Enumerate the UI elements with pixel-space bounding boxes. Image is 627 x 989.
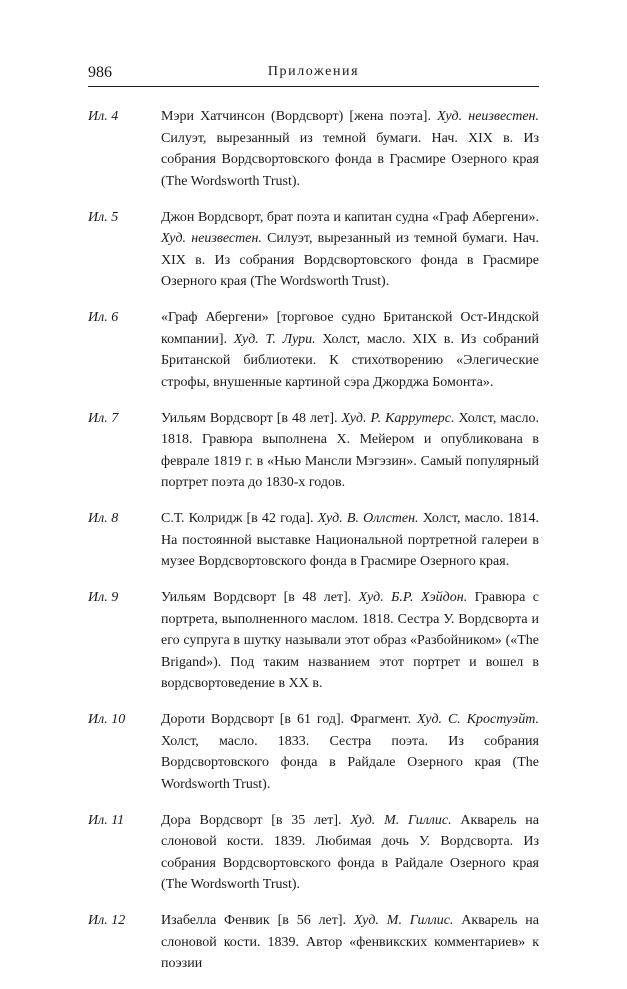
illustration-label: Ил. 6 [88,310,119,325]
illustration-label: Ил. 8 [88,511,119,526]
illustration-description [161,587,539,695]
illustration-label: Ил. 7 [88,410,119,426]
description-text: Изабелла Фенвик [в 56 лет]. [161,913,354,928]
artist-attribution: Худ. Т. Лури. [233,331,316,347]
description-text: Дороти Вордсворт [в 61 год]. Фрагмент. [161,712,418,727]
description-text: Дора Вордсворт [в 35 лет]. [161,812,351,828]
description-text: Холст, масло. 1814. На постоянной выставке Национальной портретной галереи в музее Вордсвортовского фонда в Грасмире Озерного края. [161,511,539,569]
illustration-entry [88,810,539,896]
illustration-description [161,408,539,494]
artist-attribution: Худ. В. Оллстен. [317,511,419,526]
header-rule [88,86,539,87]
artist-attribution: Худ. Р. Каррутерс. [341,410,455,426]
description-text: С.Т. Колридж [в 42 года]. [161,511,318,526]
artist-attribution: Худ. неизвестен. [437,109,539,124]
illustration-description [161,307,539,393]
illustration-label: Ил. 12 [88,913,126,928]
description-text: «Граф Абергени» [торговое судно Британской Ост-Индской компании]. [161,310,539,347]
description-text: Холст, масло. 1833. Сестра поэта. Из собрания Вордсвортовского фонда в Райдале Озерного края (The Wordsworth Trust). [161,733,539,792]
illustration-description [161,207,539,293]
illustration-entry [88,910,539,975]
description-text: Уильям Вордсворт [в 48 лет]. [161,590,359,605]
illustration-label: Ил. 10 [88,712,126,727]
illustration-entry [88,587,539,695]
description-text: Джон Вордсворт, брат поэта и капитан судна «Граф Абергени». [161,209,539,225]
illustration-entry [88,709,539,795]
page-header [88,64,539,84]
illustration-entry [88,106,539,192]
illustration-label: Ил. 11 [88,812,125,828]
description-text: Силуэт, вырезанный из темной бумаги. Нач. XIX в. Из собрания Вордсвортовского фонда в Грасмире Озерного края (The Wordsworth Trust). [161,130,539,189]
description-text: Мэри Хатчинсон (Вордсворт) [жена поэта]. [161,109,438,124]
page-number: 986 [88,64,112,81]
illustration-label: Ил. 9 [88,590,119,605]
artist-attribution: Худ. М. Гиллис. [350,812,452,828]
artist-attribution: Худ. Б.Р. Хэйдон. [358,590,468,605]
description-text: Гравюра с портрета, выполненного маслом. 1818. Сестра У. Вордсворта и его супруга в шутку называли этот образ «Разбойником» («The Brigand»). Под таким названием этот портрет и вошел в вордсвортоведение в XX в. [161,590,539,691]
illustration-list [88,106,539,989]
illustration-description [161,810,539,896]
description-text: Силуэт, вырезанный из темной бумаги. Нач. XIX в. Из собрания Вордсвортовского фонда в Грасмире Озерного края (The Wordsworth Trust). [161,231,539,289]
illustration-entry [88,207,539,293]
description-text: Акварель на слоновой кости. 1839. Автор «фенвикских комментариев» к поэзии [161,913,539,971]
illustration-label: Ил. 5 [88,209,119,225]
illustration-description [161,910,539,975]
illustration-label: Ил. 4 [88,109,119,124]
description-text: Холст, масло. XIX в. Из собраний Британской библиотеки. К стихотворению «Элегические строфы, внушенные картиной сэра Джорджа Бомонта». [161,331,539,390]
illustration-entry [88,408,539,494]
illustration-entry [88,508,539,573]
illustration-description [161,709,539,795]
artist-attribution: Худ. неизвестен. [161,231,262,246]
illustration-description [161,106,539,192]
illustration-entry [88,307,539,393]
artist-attribution: Худ. М. Гиллис. [353,913,454,928]
description-text: Холст, масло. 1818. Гравюра выполнена Х. Мейером и опубликована в феврале 1819 г. в «Нью Мансли Мэгэзин». Самый популярный портрет поэта до 1830-х годов. [161,410,539,490]
description-text: Акварель на слоновой кости. 1839. Любимая дочь У. Вордсворта. Из собрания Вордсвортовского фонда в Райдале Озерного края (The Wordsworth Trust). [161,812,539,892]
illustration-description [161,508,539,573]
artist-attribution: Худ. С. Кростуэйт. [417,712,539,727]
running-head: Приложения [267,64,360,79]
description-text: Уильям Вордсворт [в 48 лет]. [161,410,342,426]
